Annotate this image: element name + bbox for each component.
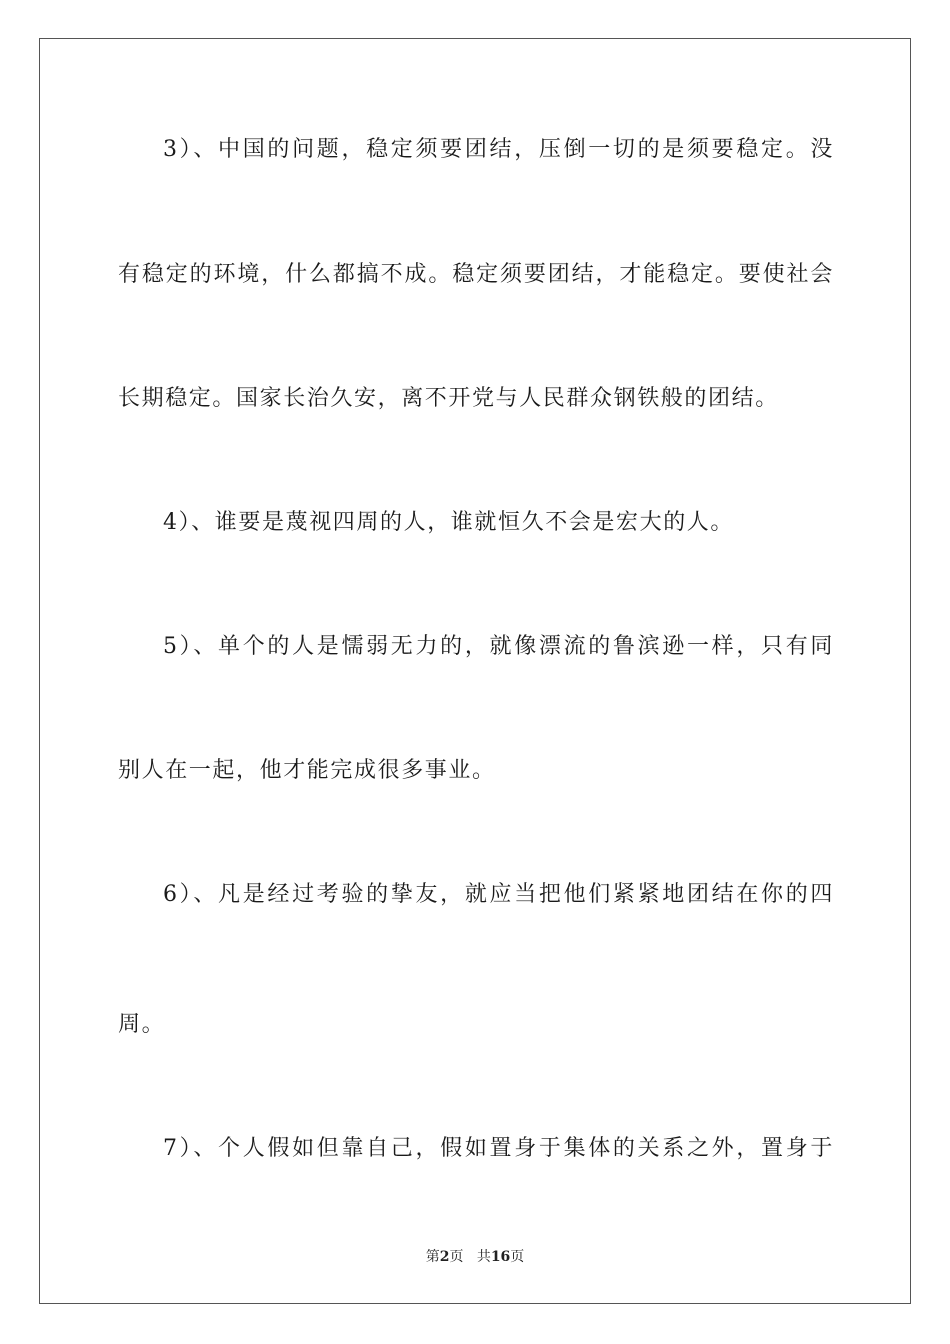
total-suffix: 页 [510,1249,525,1265]
page-number: 2 [439,1249,450,1265]
text-line-1: 3）、中国的问题，稳定须要团结，压倒一切的是须要稳定。没 [163,137,834,162]
text-line-9: 7）、个人假如但靠自己，假如置身于集体的关系之外，置身于 [163,1136,834,1161]
page-prefix: 第 [425,1249,440,1265]
text-line-6: 别人在一起，他才能完成很多事业。 [118,758,496,783]
text-line-8: 周。 [118,1012,166,1037]
text-line-3: 长期稳定。国家长治久安，离不开党与人民群众钢铁般的团结。 [118,386,779,411]
page-suffix: 页 [449,1249,464,1265]
text-line-2: 有稳定的环境，什么都搞不成。稳定须要团结，才能稳定。要使社会 [118,262,834,287]
total-prefix: 共 [476,1249,491,1265]
total-pages: 16 [490,1249,511,1265]
text-line-7: 6）、凡是经过考验的挚友，就应当把他们紧紧地团结在你的四 [163,882,834,907]
text-line-4: 4）、谁要是蔑视四周的人，谁就恒久不会是宏大的人。 [163,510,734,535]
page-footer [0,1247,950,1267]
text-line-5: 5）、单个的人是懦弱无力的，就像漂流的鲁滨逊一样，只有同 [163,634,834,659]
page-border [39,38,911,1304]
